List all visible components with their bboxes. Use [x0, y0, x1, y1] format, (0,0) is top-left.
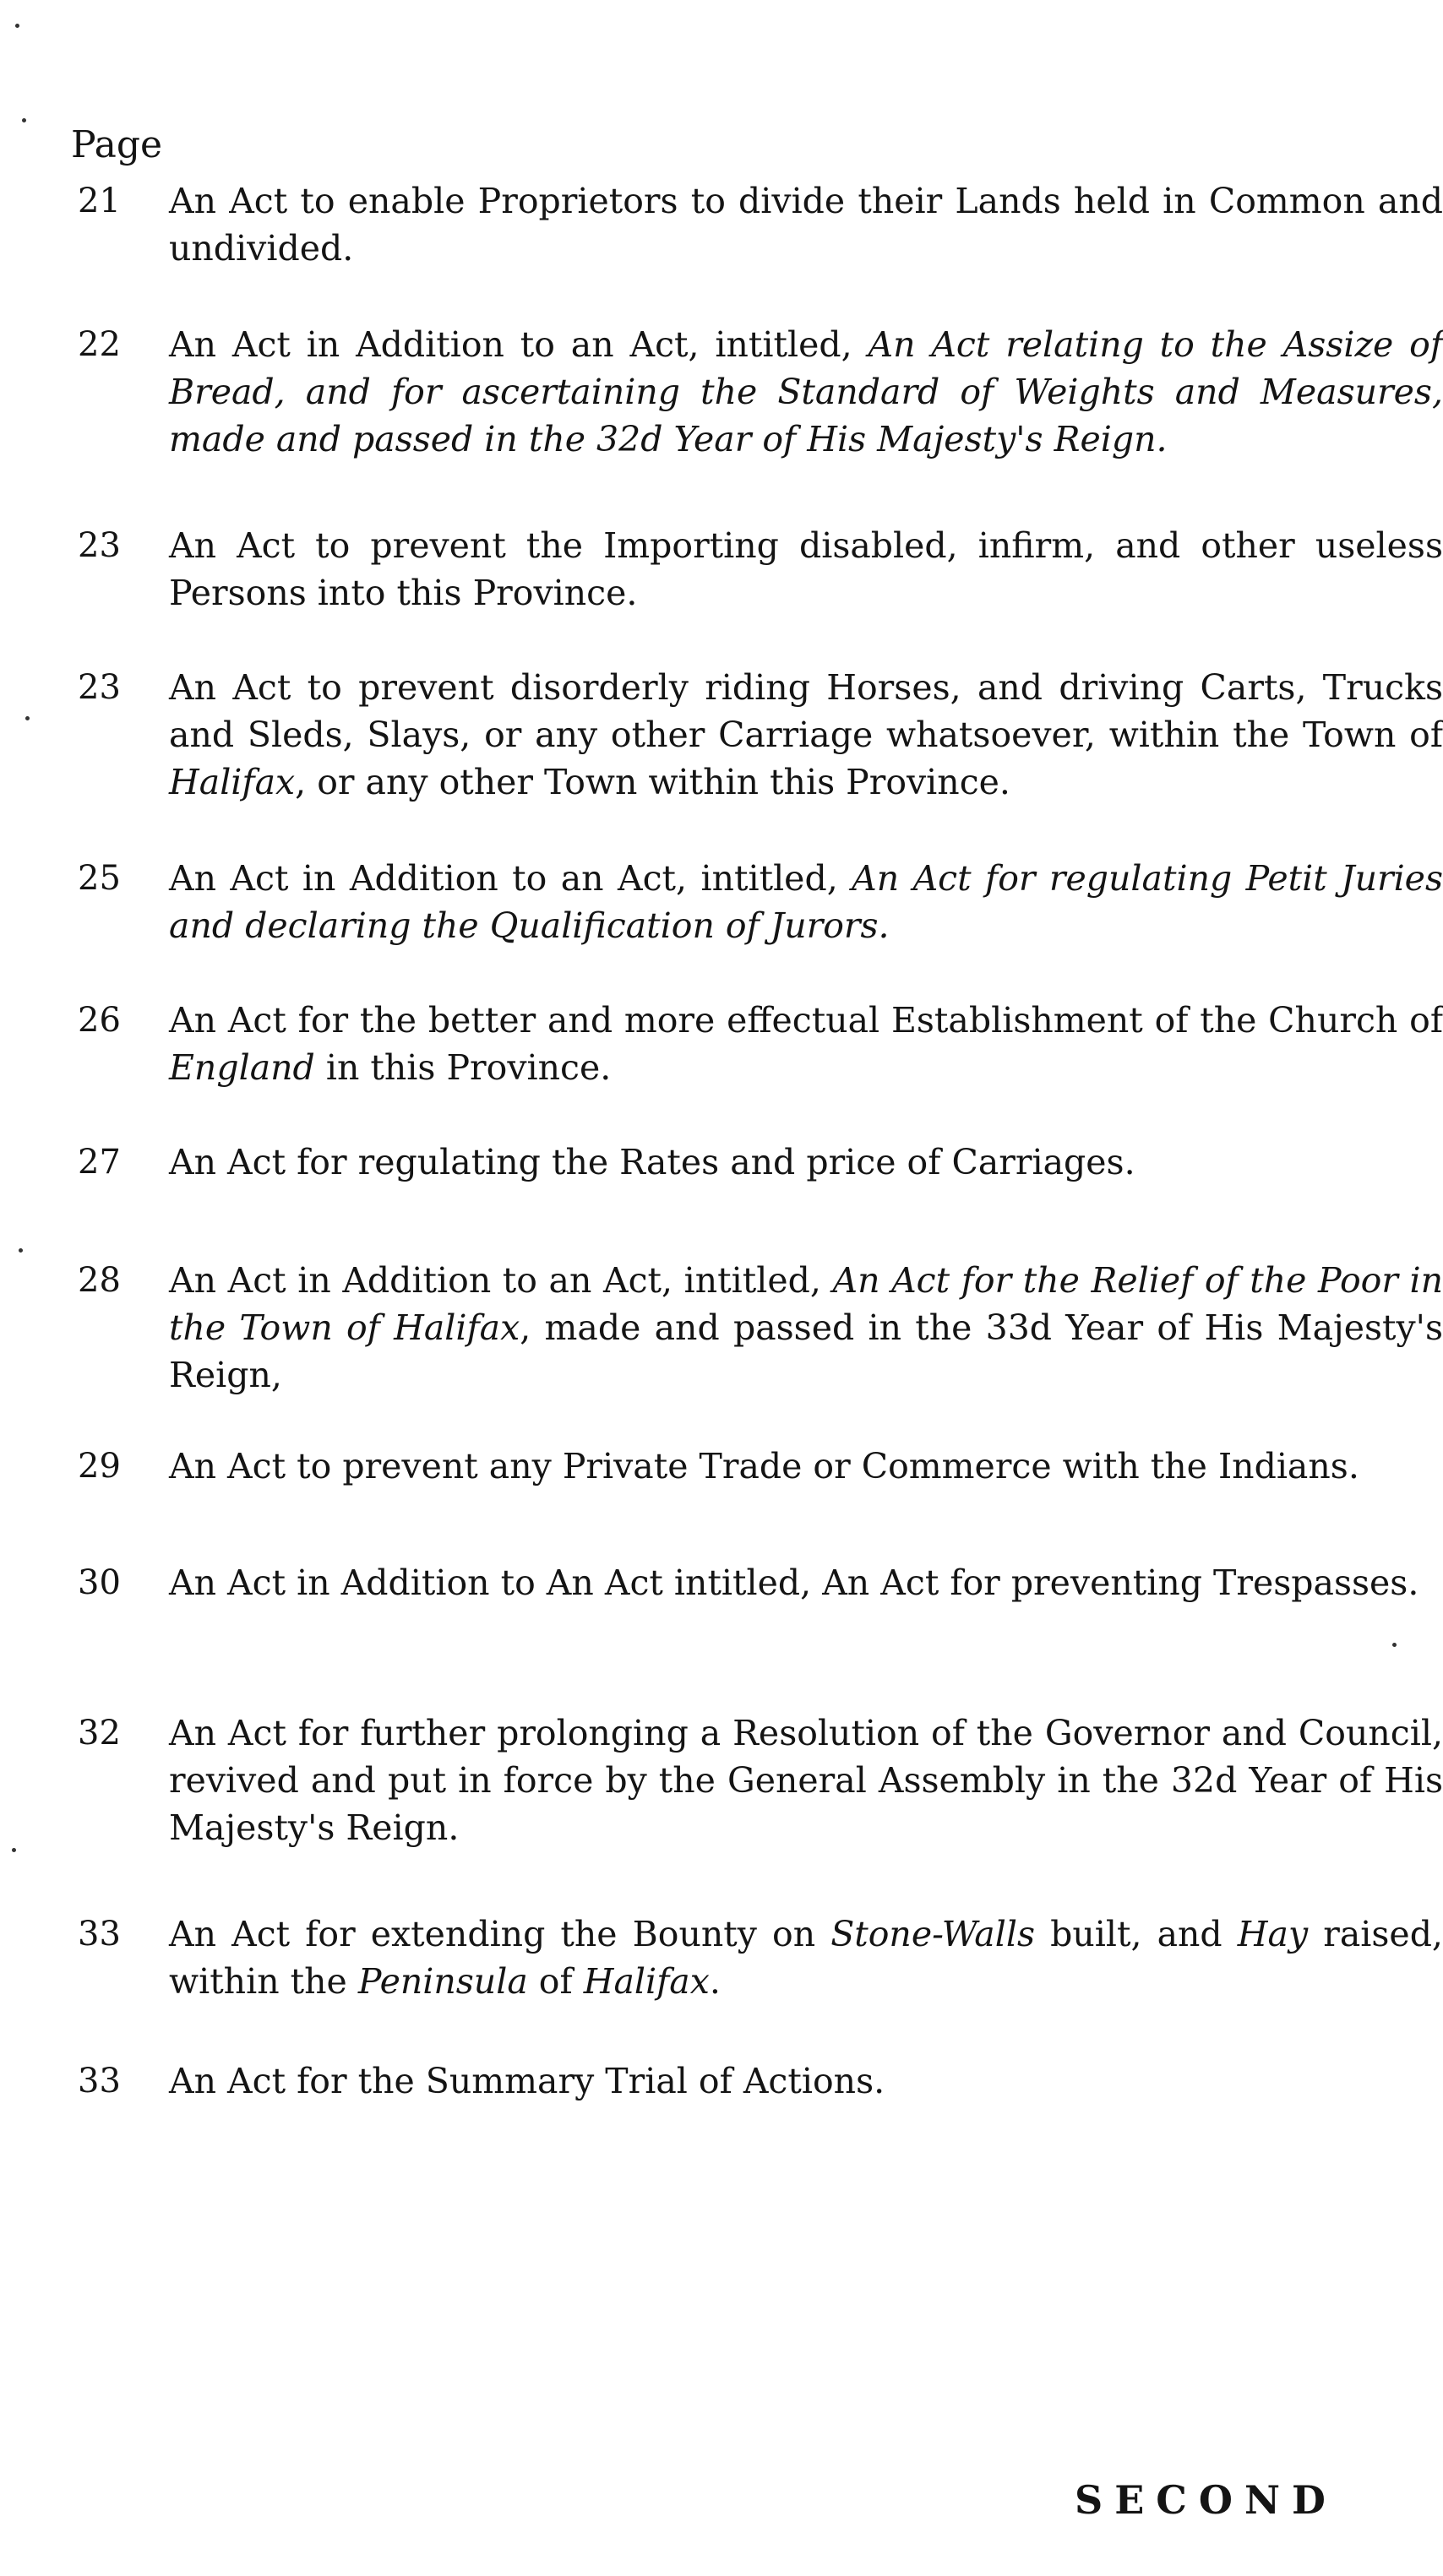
- act-title: [169, 321, 1443, 463]
- act-page-number: 28: [78, 1261, 121, 1300]
- act-title-text: of: [527, 1961, 584, 2002]
- act-title-text: built, and: [1035, 1914, 1238, 1954]
- act-title-text: An Act to prevent disorderly riding Horses, and driving Carts, Trucks and Sleds, Slays, or any other Carriage whatsoever, within the Town of: [169, 667, 1443, 755]
- act-page-number: 27: [78, 1143, 121, 1182]
- act-title-text: An Act for the Summary Trial of Actions.: [169, 2061, 885, 2101]
- act-title-italic: An Act relating to the Assize of Bread, and for ascertaining the Standard of Weights and Measures, made and passed in the 32d Year of His Majesty's Reign.: [169, 324, 1443, 459]
- act-title-text: , made and passed in the 33d Year of His Majesty's Reign,: [169, 1307, 1443, 1395]
- act-page-number: 32: [78, 1714, 121, 1753]
- act-title-text: .: [709, 1961, 721, 2002]
- act-title-text: An Act in Addition to an Act, intitled,: [169, 858, 852, 899]
- act-title: [169, 664, 1443, 806]
- act-title: [169, 1559, 1443, 1606]
- act-title-text: An Act to prevent the Importing disabled, infirm, and other useless Persons into this Province.: [169, 525, 1443, 613]
- act-title: [169, 997, 1443, 1091]
- act-page-number: 23: [78, 526, 121, 565]
- act-title-text: An Act for the better and more effectual Establishment of the Church of: [169, 1000, 1443, 1041]
- act-title-italic: Hay: [1237, 1914, 1309, 1954]
- act-page-number: 30: [78, 1563, 121, 1602]
- paper-speck: [12, 1848, 16, 1852]
- paper-speck: [1392, 1643, 1397, 1647]
- act-title-text: An Act to enable Proprietors to divide their Lands held in Common and undivided.: [169, 181, 1443, 269]
- act-title: [169, 1443, 1443, 1490]
- act-page-number: 29: [78, 1447, 121, 1486]
- act-title: [169, 1709, 1443, 1851]
- act-page-number: 21: [78, 182, 121, 220]
- act-title-italic: England: [169, 1047, 315, 1088]
- catchword: SECOND: [1075, 2477, 1337, 2523]
- act-page-number: 22: [78, 325, 121, 364]
- act-page-number: 25: [78, 859, 121, 898]
- act-title-text: An Act for regulating the Rates and price of Carriages.: [169, 1142, 1135, 1182]
- act-title: [169, 1910, 1443, 2005]
- paper-speck: [25, 716, 30, 720]
- act-page-number: 33: [78, 1915, 121, 1954]
- act-title-italic: Halifax: [169, 762, 296, 802]
- paper-speck: [19, 1248, 23, 1253]
- act-page-number: 33: [78, 2062, 121, 2100]
- act-title-text: An Act for extending the Bounty on: [169, 1914, 831, 1954]
- act-title: [169, 522, 1443, 617]
- paper-speck: [22, 118, 26, 122]
- paper-speck: [15, 24, 19, 28]
- act-title-text: An Act to prevent any Private Trade or Commerce with the Indians.: [169, 1446, 1359, 1486]
- act-title-text: An Act in Addition to an Act, intitled,: [169, 1260, 833, 1301]
- act-page-number: 26: [78, 1001, 121, 1040]
- act-title-text: in this Province.: [314, 1047, 612, 1088]
- act-title-italic: Stone-Walls: [830, 1914, 1036, 1954]
- act-title-italic: Peninsula: [357, 1961, 528, 2002]
- act-title-italic: An Act for the Relief of the Poor in the Town of Halifax: [169, 1260, 1443, 1348]
- act-title-text: , or any other Town within this Province.: [295, 762, 1010, 802]
- act-title: [169, 177, 1443, 272]
- act-title-text: An Act in Addition to An Act intitled, An Act for preventing Trespasses.: [169, 1562, 1419, 1603]
- act-title: [169, 1257, 1443, 1399]
- act-title-text: An Act for further prolonging a Resolution of the Governor and Council, revived and put in force by the General Assembly in the 32d Year of His Majesty's Reign.: [169, 1713, 1443, 1848]
- act-title: [169, 2057, 1443, 2105]
- act-title-text: An Act in Addition to an Act, intitled,: [169, 324, 869, 365]
- page-label: Page: [71, 123, 163, 166]
- act-title-italic: An Act for regulating Petit Juries and declaring the Qualification of Jurors.: [169, 858, 1443, 946]
- act-page-number: 23: [78, 668, 121, 707]
- act-title: [169, 855, 1443, 949]
- act-title-italic: Halifax: [583, 1961, 710, 2002]
- act-title: [169, 1139, 1443, 1186]
- act-title-text: raised, within the: [169, 1914, 1443, 2002]
